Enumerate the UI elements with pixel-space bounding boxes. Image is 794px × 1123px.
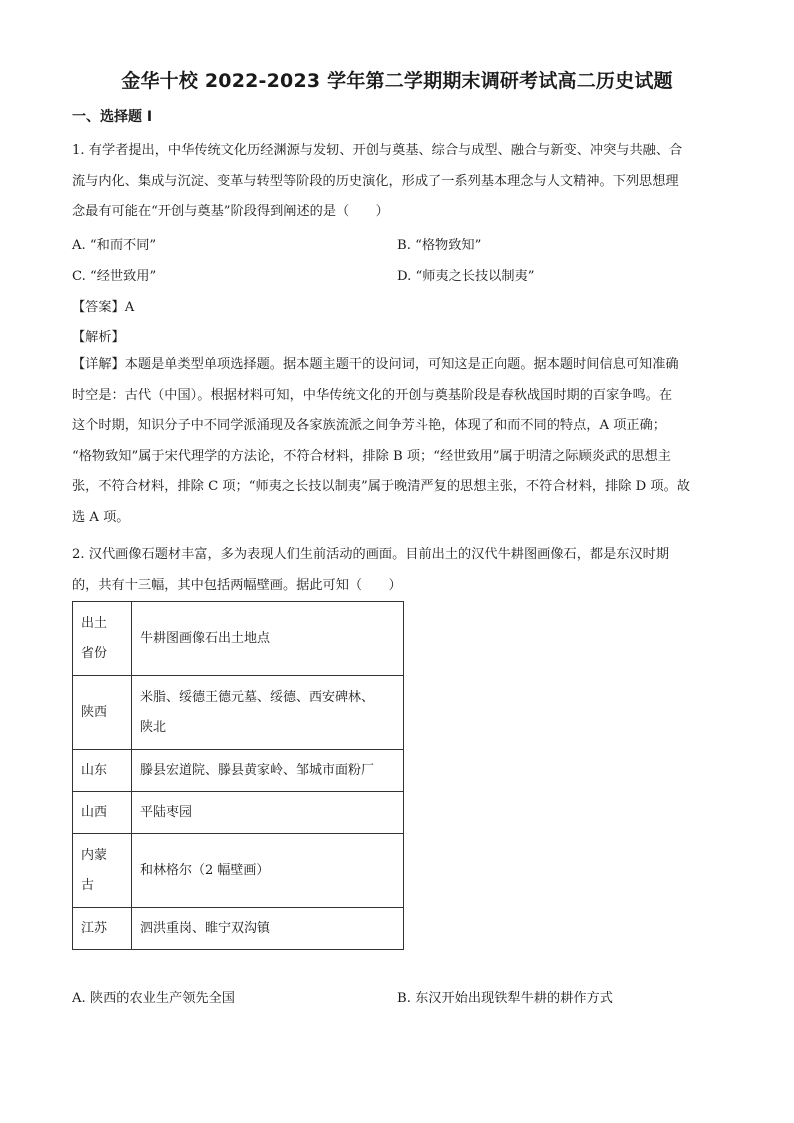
table-row: [73, 792, 404, 834]
section-heading: 一、选择题 I: [72, 109, 153, 125]
q1-option-b: B. “格物致知”: [397, 238, 482, 253]
q1-detail-line: 张，不符合材料，排除 C 项；“师夷之长技以制夷”属于晚清严复的思想主张，不符合材料，排除 D 项。故: [72, 479, 690, 494]
location-cell: 滕县宏道院、滕县黄家岭、邹城市面粉厂: [132, 750, 404, 792]
location-cell: 和林格尔（2 幅壁画）: [132, 834, 404, 908]
q1-detail-line: 时空是：古代（中国）。根据材料可知，中华传统文化的开创与奠基阶段是春秋战国时期的百家争鸣。在: [72, 387, 673, 403]
q2-stem-line: 的，共有十三幅，其中包括两幅壁画。据此可知（ ）: [72, 577, 402, 593]
q2-stem-line: 2. 汉代画像石题材丰富，多为表现人们生前活动的画面。目前出土的汉代牛耕图画像石，都是东汉时期: [72, 547, 670, 562]
table-header-province: 出土 省份: [73, 602, 132, 676]
q1-option-c: C. “经世致用”: [72, 269, 157, 284]
province-cell: 江苏: [73, 908, 132, 950]
table-header-location: 牛耕图画像石出土地点: [132, 602, 404, 676]
q1-detail-line: “格物致知”属于宋代理学的方法论，不符合材料，排除 B 项；“经世致用”属于明清之际顾炎武的思想主: [72, 448, 671, 464]
table-row: [73, 750, 404, 792]
q1-stem-line: 1. 有学者提出，中华传统文化历经渊源与发轫、开创与奠基、综合与成型、融合与新变、冲突与共融、合: [72, 143, 683, 158]
question-1-stem: [72, 136, 724, 228]
q1-answer: 【答案】A: [72, 300, 135, 315]
province-cell: 山东: [73, 750, 132, 792]
province-cell: 内蒙 古: [73, 834, 132, 908]
location-cell: 泗洪重岗、睢宁双沟镇: [132, 908, 404, 950]
question-2-stem: [72, 540, 724, 601]
q1-detail-line: 选 A 项。: [72, 509, 130, 525]
province-cell: 陕西: [73, 676, 132, 750]
q1-analysis-label: 【解析】: [72, 330, 125, 345]
location-cell: 平陆枣园: [132, 792, 404, 834]
ox-plow-relief-table: [72, 601, 404, 950]
table-row: [73, 908, 404, 950]
q1-detail-line: 【详解】本题是单类型单项选择题。据本题主题干的设问词，可知这是正向题。据本题时间信息可知准确: [72, 357, 679, 372]
q2-option-b: B. 东汉开始出现铁犁牛耕的耕作方式: [397, 991, 613, 1006]
table-header-row: [73, 602, 404, 676]
location-cell: 米脂、绥德王德元墓、绥德、西安碑林、 陕北: [132, 676, 404, 750]
q2-option-a: A. 陕西的农业生产领先全国: [72, 991, 235, 1006]
province-cell: 山西: [73, 792, 132, 834]
table-row: [73, 676, 404, 750]
page-title: 金华十校 2022-2023 学年第二学期期末调研考试高二历史试题: [121, 70, 673, 92]
q1-option-a: A. “和而不同”: [72, 238, 157, 253]
table-row: [73, 834, 404, 908]
q1-detail-line: 这个时期，知识分子中不同学派涌现及各家族流派之间争芳斗艳，体现了和而不同的特点，A 项正确；: [72, 418, 666, 433]
q1-stem-line: 流与内化、集成与沉淀、变革与转型等阶段的历史演化，形成了一系列基本理念与人文精神。下列思想理: [72, 173, 679, 189]
q1-detail: [72, 350, 724, 533]
q1-option-d: D. “师夷之长技以制夷”: [397, 269, 535, 284]
q1-stem-line: 念最有可能在“开创与奠基”阶段得到阐述的是（ ）: [72, 204, 389, 219]
